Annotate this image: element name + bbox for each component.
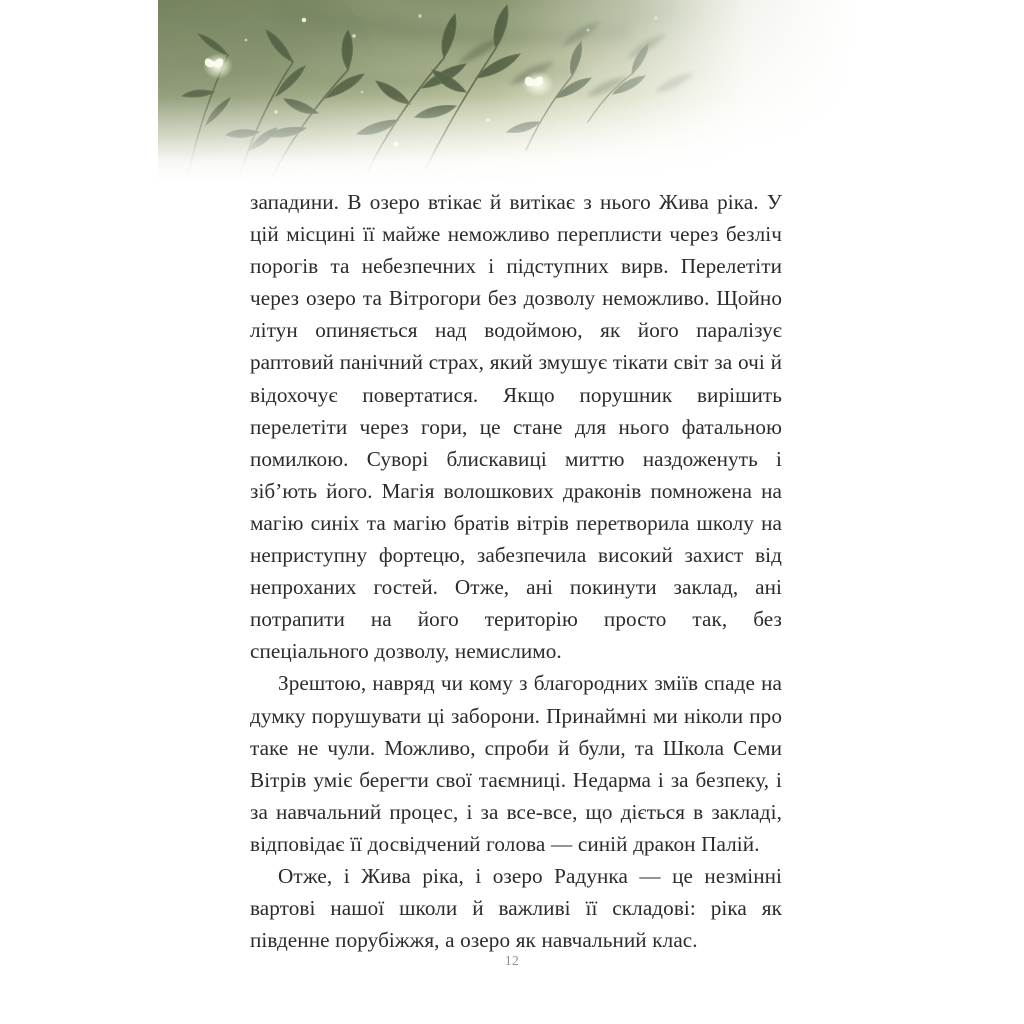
- leafy-branches-artwork: [158, 0, 858, 185]
- body-text-column: [250, 186, 782, 956]
- page-number: 12: [504, 953, 520, 968]
- paragraph-2: Зрештою, навряд чи кому з благородних зміїв спаде на думку порушувати ці заборони. Принаймні ми ніколи про таке не чули. Можливо, спроби й були, та Школа Семи Вітрів уміє берегти свої таємниці. Недарма і за безпеку, і за навчальний процес, і за все-все, що діється в закладі, відповідає її досвідчений голова — синій дракон Палій.: [250, 671, 782, 856]
- paragraph-3: Отже, і Жива ріка, і озеро Радунка — це незмінні вартові нашої школи й важливі її складові: ріка як південне порубіжжя, а озеро як навчальний клас.: [250, 863, 782, 953]
- paragraph-1: западини. В озеро втікає й витікає з нього Жива ріка. У цій місцині її майже неможливо переплисти через безліч порогів та небезпечних і підступних вирв. Перелетіти через озеро та Вітрогори без дозволу неможливо. Щойно літун опиняється над водоймою, як його паралізує раптовий панічний страх, який змушує тікати світ за очі й відохочує повертатися. Якщо порушник вирішить перелетіти через гори, це стане для нього фатальною помилкою. Суворі блискавиці миттю наздоженуть і зіб’ють його. Магія волошкових драконів помножена на магію синіх та магію братів вітрів перетворила школу на неприступну фортецю, забезпечила високий захист від непроханих гостей. Отже, ані покинути заклад, ані потрапити на його територію просто так, без спеціального дозволу, немислимо.: [250, 190, 782, 664]
- header-illustration: [158, 0, 858, 185]
